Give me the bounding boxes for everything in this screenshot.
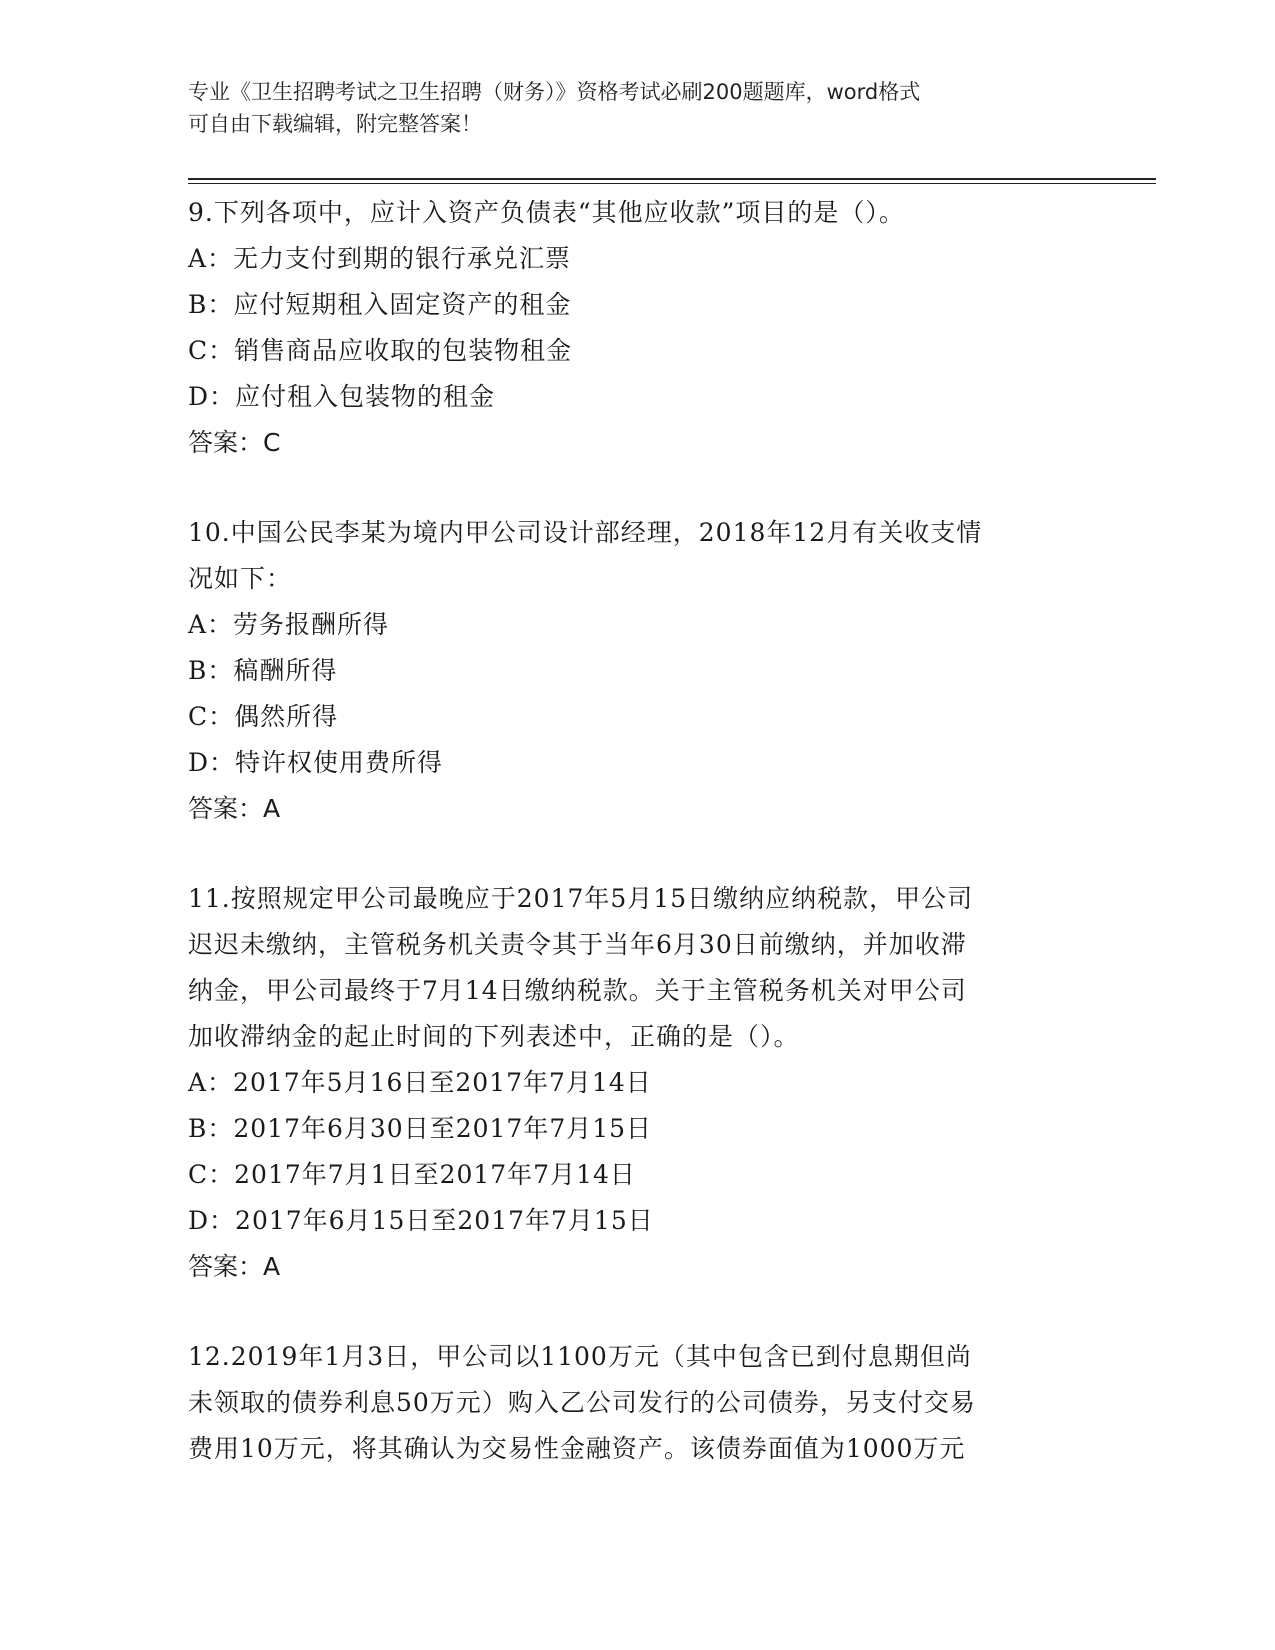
question-stem: 况如下： — [188, 564, 293, 593]
question-stem: 纳金，甲公司最终于7月14日缴纳税款。关于主管税务机关对甲公司 — [188, 976, 967, 1005]
answer-line: 答案：A — [188, 794, 281, 823]
option-a: A：无力支付到期的银行承兑汇票 — [188, 244, 572, 273]
option-d: D：应付租入包装物的租金 — [188, 382, 496, 411]
answer-line: 答案：A — [188, 1252, 281, 1281]
question-stem: 未领取的债券利息50万元）购入乙公司发行的公司债券，另支付交易 — [188, 1388, 976, 1417]
answer-line: 答案：C — [188, 428, 281, 457]
option-c: C：2017年7月1日至2017年7月14日 — [188, 1160, 636, 1189]
question-block — [188, 510, 1088, 832]
header-divider-thick — [188, 178, 1156, 180]
option-c: C：销售商品应收取的包装物租金 — [188, 336, 573, 365]
option-b: B：应付短期租入固定资产的租金 — [188, 290, 572, 319]
option-d: D：特许权使用费所得 — [188, 748, 444, 777]
option-d: D：2017年6月15日至2017年7月15日 — [188, 1206, 654, 1235]
option-a: A：2017年5月16日至2017年7月14日 — [188, 1068, 652, 1097]
question-list — [188, 190, 1088, 1472]
question-stem: 10.中国公民李某为境内甲公司设计部经理，2018年12月有关收支情 — [188, 518, 983, 547]
option-b: B：2017年6月30日至2017年7月15日 — [188, 1114, 653, 1143]
header-divider-thin — [188, 183, 1156, 184]
question-block — [188, 190, 1088, 466]
option-a: A：劳务报酬所得 — [188, 610, 390, 639]
question-block — [188, 1334, 1088, 1472]
question-stem: 12.2019年1月3日，甲公司以1100万元（其中包含已到付息期但尚 — [188, 1342, 972, 1371]
question-stem: 加收滞纳金的起止时间的下列表述中，正确的是（）。 — [188, 1022, 800, 1051]
option-b: B：稿酬所得 — [188, 656, 338, 685]
document-header — [188, 76, 1068, 140]
question-block — [188, 876, 1088, 1290]
header-line-2: 可自由下载编辑，附完整答案！ — [188, 112, 482, 136]
question-stem: 11.按照规定甲公司最晚应于2017年5月15日缴纳应纳税款，甲公司 — [188, 884, 974, 913]
header-line-1: 专业《卫生招聘考试之卫生招聘（财务）》资格考试必刷200题题库，word格式 — [188, 80, 921, 104]
question-stem: 费用10万元，将其确认为交易性金融资产。该债券面值为1000万元 — [188, 1434, 966, 1463]
question-stem: 9.下列各项中，应计入资产负债表“其他应收款”项目的是（）。 — [188, 198, 905, 227]
question-stem: 迟迟未缴纳，主管税务机关责令其于当年6月30日前缴纳，并加收滞 — [188, 930, 967, 959]
option-c: C：偶然所得 — [188, 702, 339, 731]
